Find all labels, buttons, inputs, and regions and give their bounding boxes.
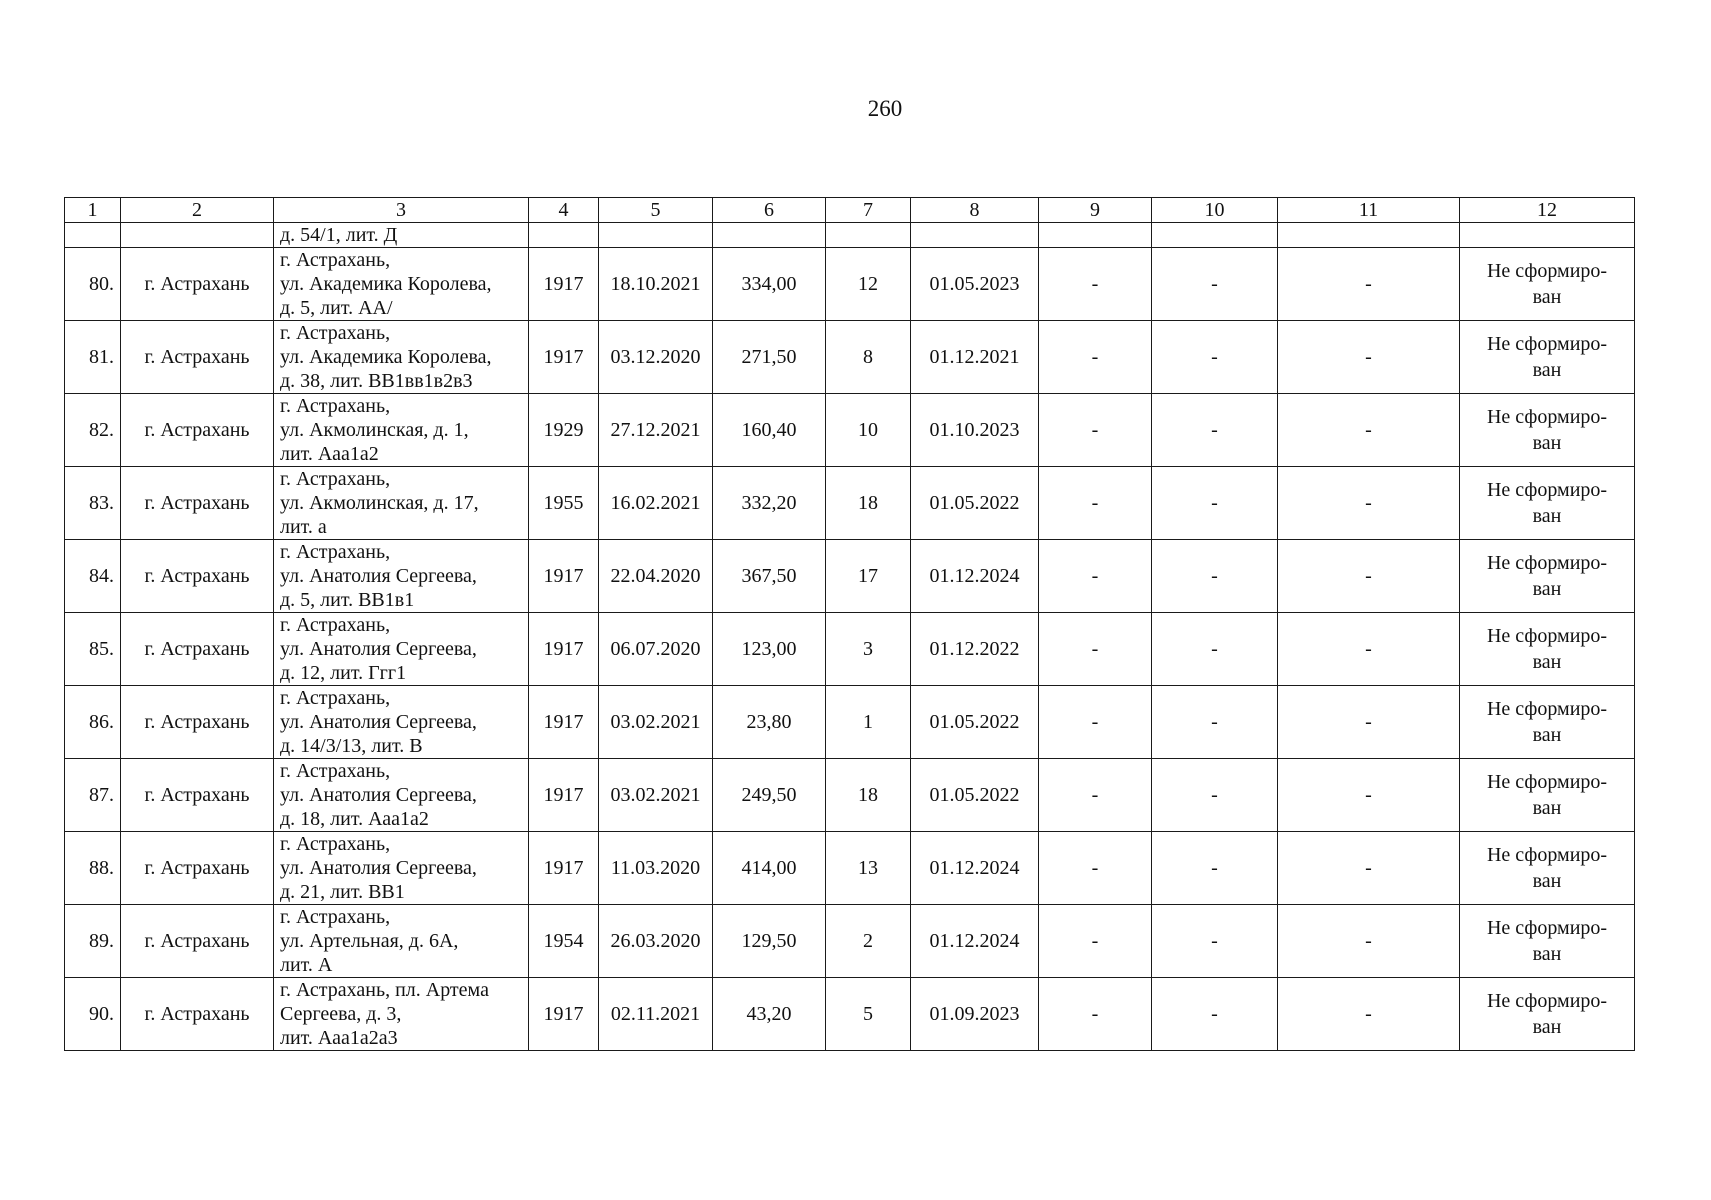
row-number: 89.	[65, 905, 121, 978]
area-cell: 129,50	[713, 905, 826, 978]
count-cell: 2	[826, 905, 911, 978]
year-cell: 1917	[529, 248, 599, 321]
year-cell: 1917	[529, 759, 599, 832]
col11-cell: -	[1278, 540, 1460, 613]
column-number-row	[65, 198, 1635, 223]
year-cell: 1917	[529, 321, 599, 394]
column-header: 10	[1152, 198, 1278, 223]
address-cell: г. Астрахань, ул. Анатолия Сергеева, д. 14/3/13, лит. В	[274, 686, 529, 759]
city-cell: г. Астрахань	[121, 467, 274, 540]
column-header: 2	[121, 198, 274, 223]
city-cell: г. Астрахань	[121, 905, 274, 978]
plan-date-cell: 01.05.2022	[911, 467, 1039, 540]
status-cell: Не сформиро- ван	[1460, 248, 1635, 321]
status-cell: Не сформиро- ван	[1460, 540, 1635, 613]
col11-cell: -	[1278, 467, 1460, 540]
city-cell: г. Астрахань	[121, 613, 274, 686]
area-cell: 123,00	[713, 613, 826, 686]
address-cell: г. Астрахань, ул. Анатолия Сергеева, д. 5, лит. ВВ1в1	[274, 540, 529, 613]
col11-cell: -	[1278, 613, 1460, 686]
column-header: 6	[713, 198, 826, 223]
col10-cell: -	[1152, 394, 1278, 467]
count-cell: 17	[826, 540, 911, 613]
year-cell: 1917	[529, 686, 599, 759]
city-cell: г. Астрахань	[121, 832, 274, 905]
plan-date-cell: 01.05.2022	[911, 686, 1039, 759]
column-header: 9	[1039, 198, 1152, 223]
col11-cell: -	[1278, 248, 1460, 321]
housing-register-table	[64, 197, 1635, 1051]
area-cell: 23,80	[713, 686, 826, 759]
city-cell: г. Астрахань	[121, 686, 274, 759]
status-cell: Не сформиро- ван	[1460, 978, 1635, 1051]
col11-cell: -	[1278, 832, 1460, 905]
row-number: 85.	[65, 613, 121, 686]
date-cell: 11.03.2020	[599, 832, 713, 905]
col11-cell: -	[1278, 394, 1460, 467]
city-cell: г. Астрахань	[121, 978, 274, 1051]
count-cell: 1	[826, 686, 911, 759]
table-row	[65, 832, 1635, 905]
address-cell: г. Астрахань, ул. Акмолинская, д. 17, лит. а	[274, 467, 529, 540]
continued-address: д. 54/1, лит. Д	[274, 223, 529, 248]
col10-cell: -	[1152, 467, 1278, 540]
col9-cell: -	[1039, 248, 1152, 321]
col10-cell: -	[1152, 613, 1278, 686]
col9-cell: -	[1039, 686, 1152, 759]
status-cell: Не сформиро- ван	[1460, 832, 1635, 905]
col11-cell: -	[1278, 978, 1460, 1051]
city-cell: г. Астрахань	[121, 248, 274, 321]
area-cell: 367,50	[713, 540, 826, 613]
col9-cell: -	[1039, 467, 1152, 540]
date-cell: 03.12.2020	[599, 321, 713, 394]
count-cell: 10	[826, 394, 911, 467]
date-cell: 06.07.2020	[599, 613, 713, 686]
plan-date-cell: 01.09.2023	[911, 978, 1039, 1051]
date-cell: 18.10.2021	[599, 248, 713, 321]
city-cell: г. Астрахань	[121, 321, 274, 394]
area-cell: 271,50	[713, 321, 826, 394]
year-cell: 1955	[529, 467, 599, 540]
area-cell: 160,40	[713, 394, 826, 467]
row-number: 83.	[65, 467, 121, 540]
col10-cell: -	[1152, 321, 1278, 394]
status-cell: Не сформиро- ван	[1460, 759, 1635, 832]
address-cell: г. Астрахань, ул. Анатолия Сергеева, д. 21, лит. ВВ1	[274, 832, 529, 905]
year-cell: 1929	[529, 394, 599, 467]
status-cell: Не сформиро- ван	[1460, 905, 1635, 978]
count-cell: 12	[826, 248, 911, 321]
status-cell: Не сформиро- ван	[1460, 321, 1635, 394]
col9-cell: -	[1039, 759, 1152, 832]
year-cell: 1917	[529, 832, 599, 905]
count-cell: 5	[826, 978, 911, 1051]
table-row	[65, 467, 1635, 540]
col9-cell: -	[1039, 394, 1152, 467]
table-row	[65, 613, 1635, 686]
col9-cell: -	[1039, 540, 1152, 613]
area-cell: 249,50	[713, 759, 826, 832]
row-number: 82.	[65, 394, 121, 467]
plan-date-cell: 01.10.2023	[911, 394, 1039, 467]
column-header: 12	[1460, 198, 1635, 223]
row-number: 81.	[65, 321, 121, 394]
col9-cell: -	[1039, 613, 1152, 686]
plan-date-cell: 01.12.2024	[911, 905, 1039, 978]
col9-cell: -	[1039, 978, 1152, 1051]
status-cell: Не сформиро- ван	[1460, 613, 1635, 686]
count-cell: 13	[826, 832, 911, 905]
year-cell: 1917	[529, 613, 599, 686]
col10-cell: -	[1152, 759, 1278, 832]
area-cell: 43,20	[713, 978, 826, 1051]
column-header: 7	[826, 198, 911, 223]
column-header: 1	[65, 198, 121, 223]
col9-cell: -	[1039, 905, 1152, 978]
col10-cell: -	[1152, 832, 1278, 905]
status-cell: Не сформиро- ван	[1460, 467, 1635, 540]
table-row	[65, 394, 1635, 467]
plan-date-cell: 01.05.2022	[911, 759, 1039, 832]
count-cell: 8	[826, 321, 911, 394]
col9-cell: -	[1039, 321, 1152, 394]
status-cell: Не сформиро- ван	[1460, 686, 1635, 759]
count-cell: 3	[826, 613, 911, 686]
area-cell: 332,20	[713, 467, 826, 540]
row-number: 88.	[65, 832, 121, 905]
city-cell: г. Астрахань	[121, 540, 274, 613]
continuation-row	[65, 223, 1635, 248]
col10-cell: -	[1152, 540, 1278, 613]
column-header: 4	[529, 198, 599, 223]
col11-cell: -	[1278, 686, 1460, 759]
address-cell: г. Астрахань, пл. Артема Сергеева, д. 3, лит. Ааа1а2а3	[274, 978, 529, 1051]
col10-cell: -	[1152, 978, 1278, 1051]
date-cell: 26.03.2020	[599, 905, 713, 978]
table-row	[65, 540, 1635, 613]
table-row	[65, 248, 1635, 321]
date-cell: 27.12.2021	[599, 394, 713, 467]
column-header: 5	[599, 198, 713, 223]
row-number: 86.	[65, 686, 121, 759]
date-cell: 22.04.2020	[599, 540, 713, 613]
date-cell: 03.02.2021	[599, 759, 713, 832]
address-cell: г. Астрахань, ул. Академика Королева, д. 38, лит. ВВ1вв1в2в3	[274, 321, 529, 394]
address-cell: г. Астрахань, ул. Акмолинская, д. 1, лит. Ааа1а2	[274, 394, 529, 467]
table-row	[65, 978, 1635, 1051]
date-cell: 03.02.2021	[599, 686, 713, 759]
row-number: 84.	[65, 540, 121, 613]
table-row	[65, 759, 1635, 832]
plan-date-cell: 01.12.2024	[911, 832, 1039, 905]
plan-date-cell: 01.12.2021	[911, 321, 1039, 394]
year-cell: 1954	[529, 905, 599, 978]
col10-cell: -	[1152, 686, 1278, 759]
col9-cell: -	[1039, 832, 1152, 905]
col10-cell: -	[1152, 248, 1278, 321]
year-cell: 1917	[529, 978, 599, 1051]
column-header: 3	[274, 198, 529, 223]
page-number: 260	[867, 96, 903, 121]
count-cell: 18	[826, 759, 911, 832]
status-cell: Не сформиро- ван	[1460, 394, 1635, 467]
date-cell: 16.02.2021	[599, 467, 713, 540]
row-number: 87.	[65, 759, 121, 832]
col10-cell: -	[1152, 905, 1278, 978]
col11-cell: -	[1278, 905, 1460, 978]
column-header: 8	[911, 198, 1039, 223]
row-number: 90.	[65, 978, 121, 1051]
table-row	[65, 686, 1635, 759]
date-cell: 02.11.2021	[599, 978, 713, 1051]
city-cell: г. Астрахань	[121, 394, 274, 467]
plan-date-cell: 01.05.2023	[911, 248, 1039, 321]
column-header: 11	[1278, 198, 1460, 223]
count-cell: 18	[826, 467, 911, 540]
plan-date-cell: 01.12.2024	[911, 540, 1039, 613]
city-cell: г. Астрахань	[121, 759, 274, 832]
address-cell: г. Астрахань, ул. Анатолия Сергеева, д. 18, лит. Ааа1а2	[274, 759, 529, 832]
table-row	[65, 321, 1635, 394]
plan-date-cell: 01.12.2022	[911, 613, 1039, 686]
year-cell: 1917	[529, 540, 599, 613]
address-cell: г. Астрахань, ул. Артельная, д. 6А, лит. А	[274, 905, 529, 978]
col11-cell: -	[1278, 759, 1460, 832]
address-cell: г. Астрахань, ул. Академика Королева, д. 5, лит. АА/	[274, 248, 529, 321]
address-cell: г. Астрахань, ул. Анатолия Сергеева, д. 12, лит. Ггг1	[274, 613, 529, 686]
area-cell: 334,00	[713, 248, 826, 321]
table-row	[65, 905, 1635, 978]
area-cell: 414,00	[713, 832, 826, 905]
row-number: 80.	[65, 248, 121, 321]
col11-cell: -	[1278, 321, 1460, 394]
